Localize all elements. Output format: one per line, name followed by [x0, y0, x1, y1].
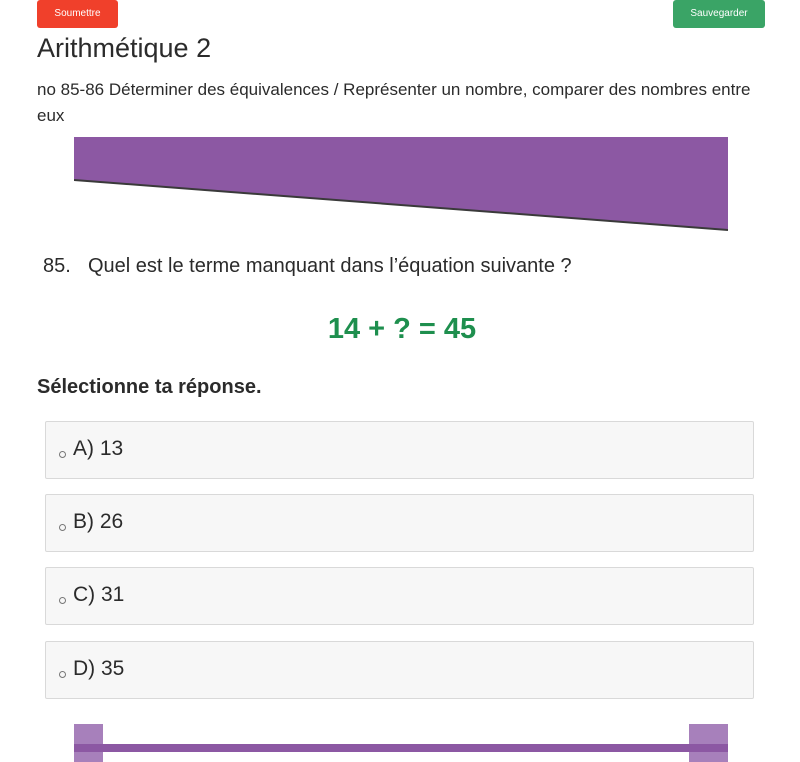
page-subtitle: no 85-86 Déterminer des équivalences / Représenter un nombre, comparer des nombres entre eux — [37, 80, 751, 125]
decorative-banner — [74, 137, 728, 232]
save-button[interactable]: Sauvegarder — [673, 0, 765, 28]
option-label: D) 35 — [73, 657, 125, 680]
option-label: A) 13 — [73, 437, 124, 460]
question-text: Quel est le terme manquant dans l’équation suivante ? — [88, 255, 572, 277]
answer-option-a[interactable] — [45, 421, 754, 479]
question-number: 85. — [43, 255, 71, 277]
option-label: C) 31 — [73, 583, 125, 606]
answer-option-b[interactable] — [45, 494, 754, 552]
answer-option-c[interactable] — [45, 567, 754, 625]
radio-icon[interactable] — [59, 451, 66, 458]
question-prompt — [43, 255, 572, 278]
radio-icon[interactable] — [59, 671, 66, 678]
radio-icon[interactable] — [59, 524, 66, 531]
answer-instruction: Sélectionne ta réponse. — [37, 376, 262, 398]
page-title: Arithmétique 2 — [37, 33, 212, 63]
submit-button[interactable]: Soumettre — [37, 0, 118, 28]
decorative-footer — [74, 724, 728, 762]
radio-icon[interactable] — [59, 597, 66, 604]
equation: 14 + ? = 45 — [327, 313, 477, 345]
answer-option-d[interactable] — [45, 641, 754, 699]
option-label: B) 26 — [73, 510, 124, 533]
